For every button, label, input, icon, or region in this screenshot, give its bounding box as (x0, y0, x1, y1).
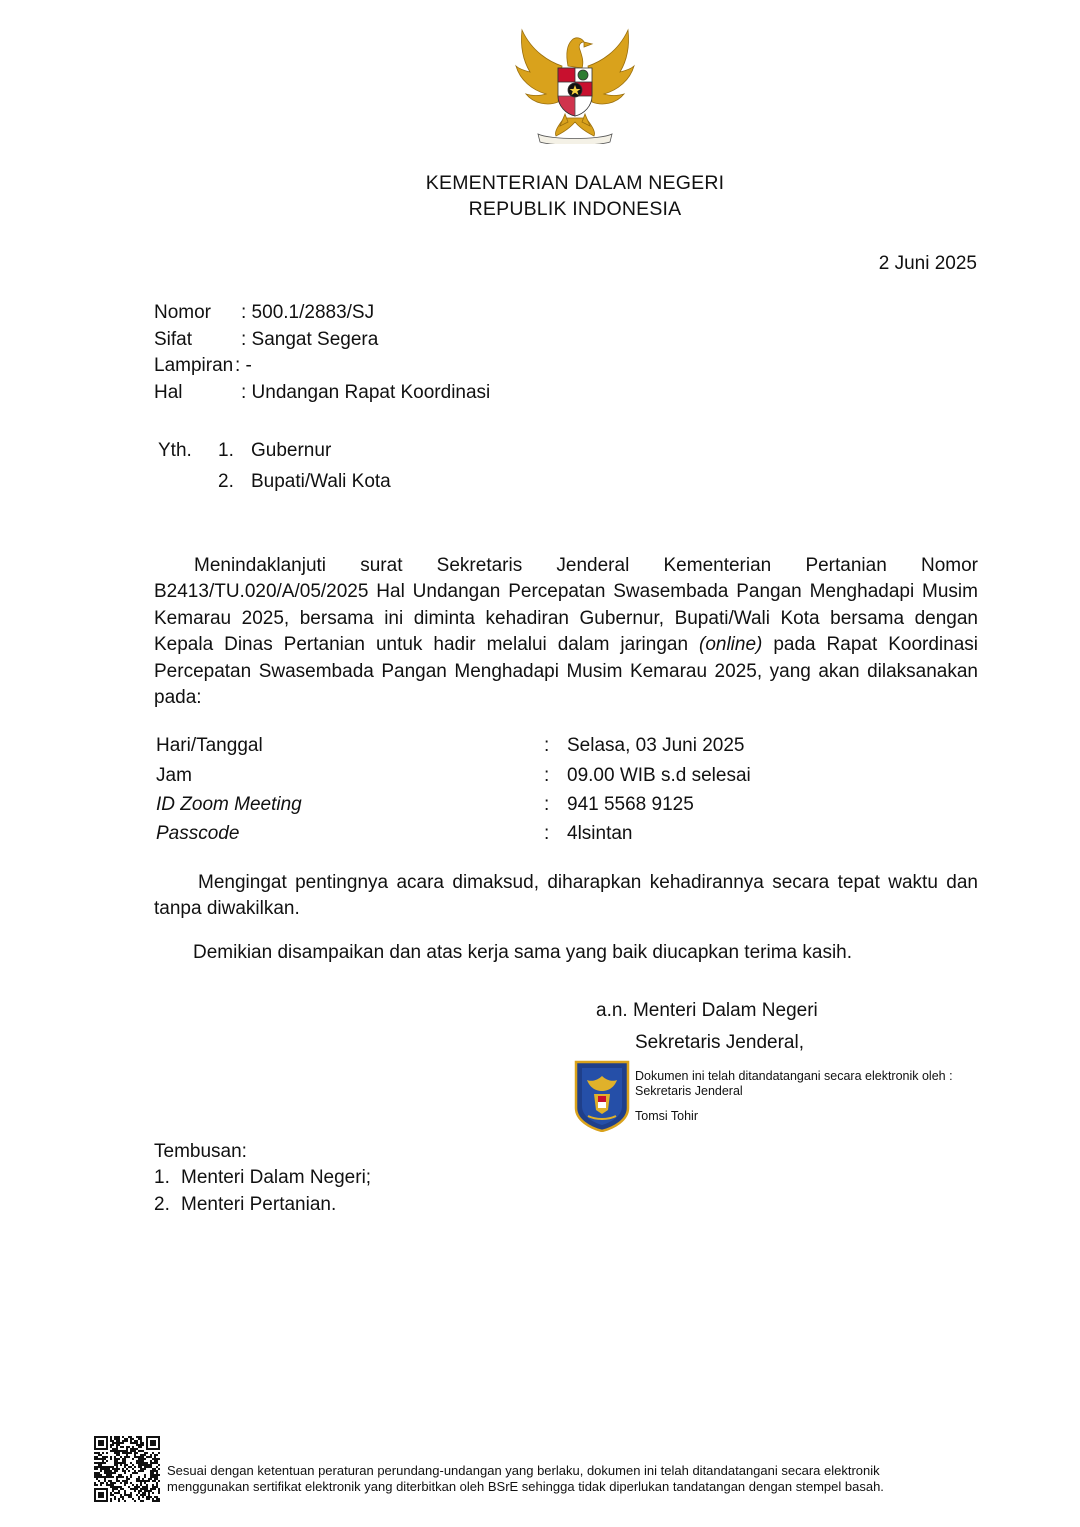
letterhead-line2: REPUBLIK INDONESIA (468, 198, 682, 220)
online-emphasis: (online) (699, 634, 763, 656)
kemendagri-logo-icon (574, 1058, 630, 1132)
qr-code-icon (94, 1436, 160, 1502)
detail-label-passcode: Passcode (156, 823, 240, 844)
detail-colon: : (544, 735, 550, 756)
detail-colon: : (544, 794, 550, 815)
meta-value: : Sangat Segera (241, 329, 379, 350)
recipients-label: Yth. (158, 440, 192, 461)
e-signature-note (635, 1069, 975, 1098)
meta-label: Hal (154, 382, 183, 403)
detail-value-passcode: 4lsintan (567, 823, 633, 844)
recipient-number: 2. (218, 471, 234, 492)
carbon-copy-list (154, 1139, 371, 1218)
footer-line1: Sesuai dengan ketentuan peraturan perundang-undangan yang berlaku, dokumen ini telah ditandatangani secara elektronik (167, 1463, 880, 1478)
carbon-copy-item (154, 1165, 371, 1191)
detail-colon: : (544, 765, 550, 786)
detail-value-date: Selasa, 03 Juni 2025 (567, 735, 745, 756)
meta-label: Lampiran (154, 355, 234, 376)
signature-on-behalf: a.n. Menteri Dalam Negeri (596, 1000, 818, 1021)
meta-value: : Undangan Rapat Koordinasi (241, 382, 491, 403)
footer-disclaimer (167, 1463, 987, 1495)
e-signature-note-line2: Sekretaris Jenderal (635, 1083, 743, 1098)
recipient-name: Bupati/Wali Kota (251, 471, 391, 492)
detail-label-zoom-id: ID Zoom Meeting (156, 794, 302, 815)
footer-line2: menggunakan sertifikat elektronik yang diterbitkan oleh BSrE sehingga tidak diperlukan tandatangan dengan stempel basah. (167, 1479, 884, 1494)
recipient-name: Gubernur (251, 440, 332, 461)
carbon-copy-label: Tembusan: (154, 1141, 247, 1162)
e-signature-note-line1: Dokumen ini telah ditandatangani secara elektronik oleh : (635, 1069, 953, 1083)
meta-value: : - (235, 355, 252, 376)
detail-label-time: Jam (156, 765, 192, 786)
carbon-copy-text: Menteri Dalam Negeri; (181, 1167, 372, 1189)
meta-label: Nomor (154, 302, 212, 323)
detail-value-time: 09.00 WIB s.d selesai (567, 765, 751, 786)
detail-colon: : (544, 823, 550, 844)
body-paragraph-1 (154, 553, 978, 711)
carbon-copy-number: 2. (154, 1193, 170, 1215)
recipient-number: 1. (218, 440, 234, 461)
signatory-name: Tomsi Tohir (635, 1109, 698, 1123)
meta-value: : 500.1/2883/SJ (241, 302, 375, 323)
meta-label: Sifat (154, 329, 193, 350)
body-paragraph-3: Demikian disampaikan dan atas kerja sama yang baik diucapkan terima kasih. (193, 942, 853, 963)
carbon-copy-text: Menteri Pertanian. (181, 1193, 337, 1215)
signature-title: Sekretaris Jenderal, (635, 1032, 804, 1053)
carbon-copy-number: 1. (154, 1167, 170, 1189)
body-text: pada Rapat Koordinasi Percepatan Swasembada Pangan Menghadapi Musim Kemarau 2025, yang akan dilaksanakan pada: (154, 634, 978, 709)
detail-value-zoom-id: 941 5568 9125 (567, 794, 694, 815)
garuda-emblem-icon (510, 22, 640, 144)
body-text: Menindaklanjuti surat Sekretaris Jenderal Kementerian Pertanian Nomor B2413/TU.020/A/05/2025 Hal Undangan Percepatan Swasembada Pangan Menghadapi Musim Kemarau 2025, bersama ini diminta kehadiran Gubernur, Bupati/Wali Kota bersama dengan Kepala Dinas Pertanian untuk hadir melalui dalam jaringan (154, 555, 978, 656)
carbon-copy-item (154, 1192, 371, 1218)
letter-date: 2 Juni 2025 (878, 253, 977, 274)
detail-label-date: Hari/Tanggal (156, 735, 263, 756)
letterhead-line1: KEMENTERIAN DALAM NEGERI (425, 172, 725, 194)
body-paragraph-2: Mengingat pentingnya acara dimaksud, diharapkan kehadirannya secara tepat waktu dan tanpa diwakilkan. (154, 872, 978, 920)
